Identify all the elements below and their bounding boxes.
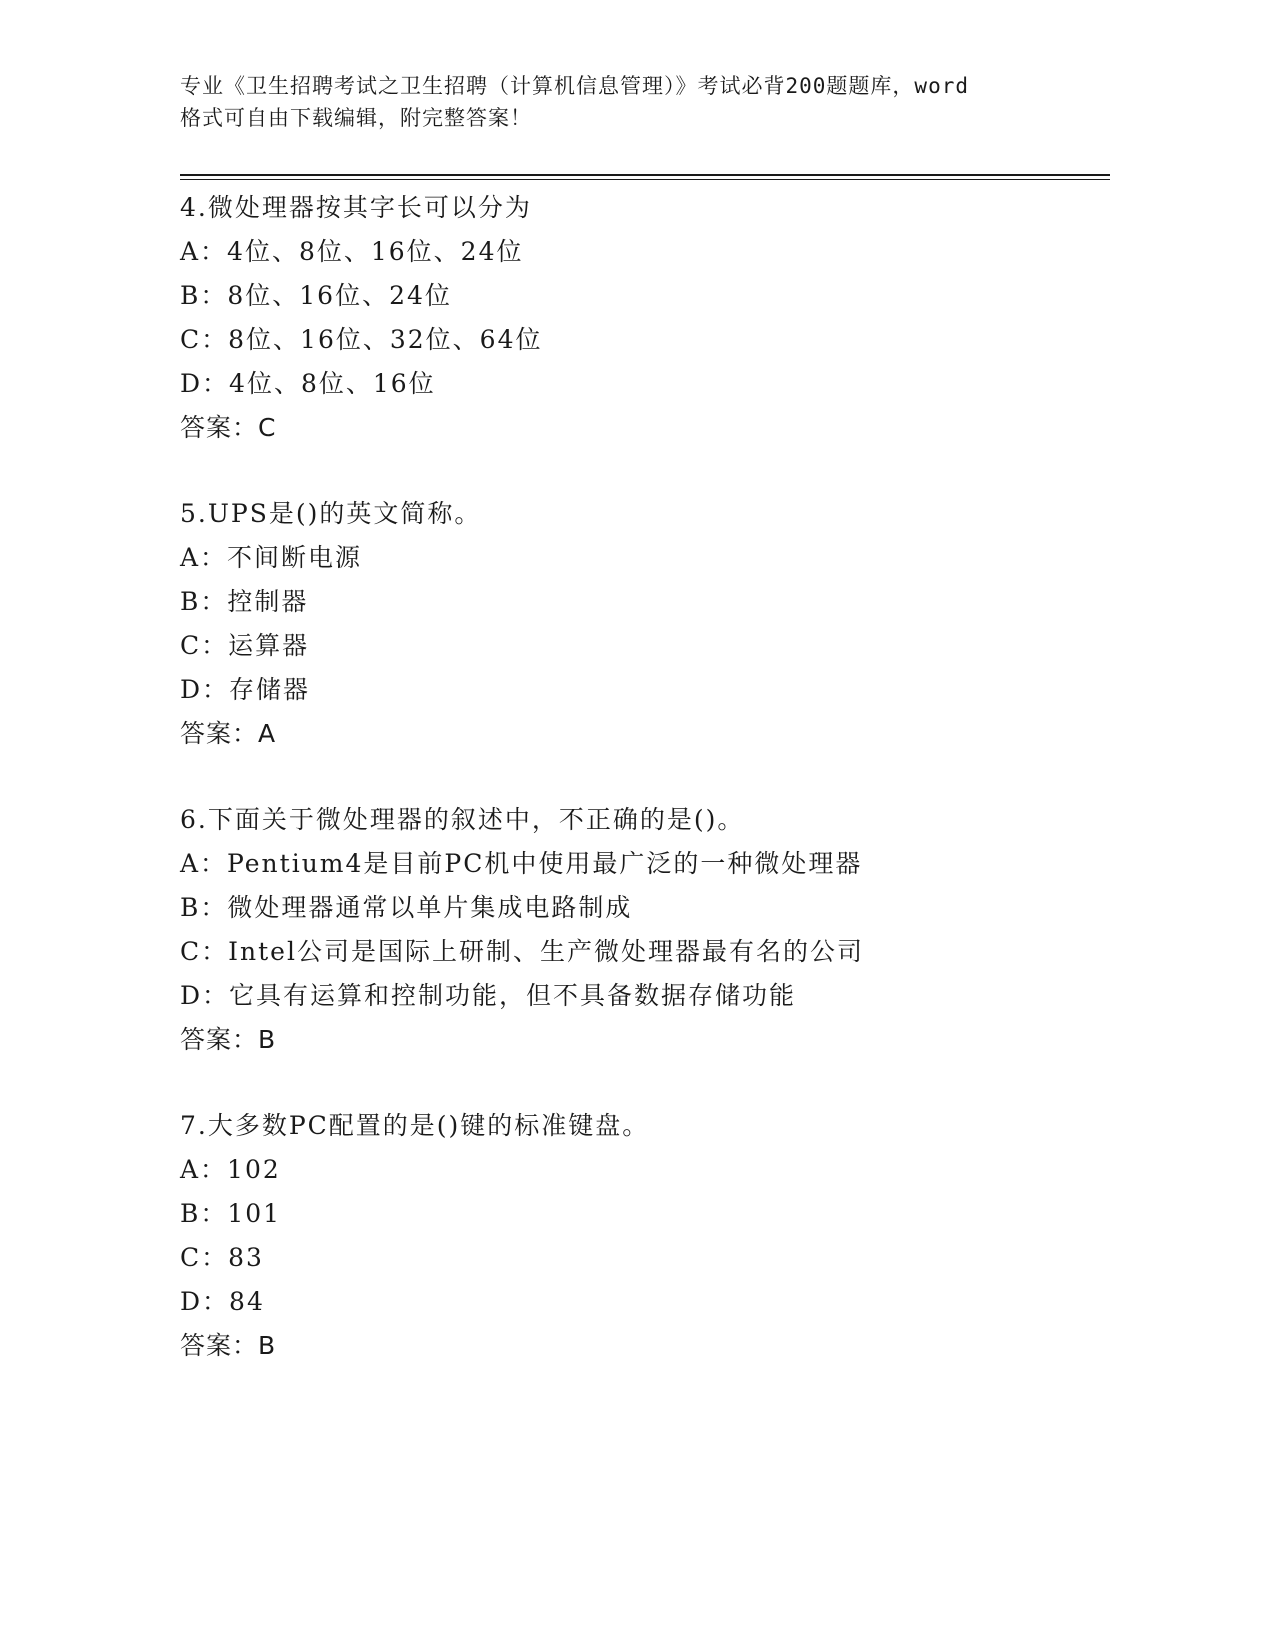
answer-line: 答案：B xyxy=(180,1025,277,1054)
option-d: D：4位、8位、16位 xyxy=(180,369,436,398)
option-c: C：Intel公司是国际上研制、生产微处理器最有名的公司 xyxy=(180,937,864,966)
option-a: A：102 xyxy=(180,1155,281,1184)
question-stem: 5.UPS是()的英文简称。 xyxy=(180,499,482,528)
document-header xyxy=(180,70,1110,134)
answer-line: 答案：A xyxy=(180,719,277,748)
option-d: D：它具有运算和控制功能，但不具备数据存储功能 xyxy=(180,981,797,1010)
option-b: B：控制器 xyxy=(180,587,309,616)
option-a: A：不间断电源 xyxy=(180,543,363,572)
option-c: C：运算器 xyxy=(180,631,310,660)
document-page xyxy=(180,70,1110,1368)
option-b: B：微处理器通常以单片集成电路制成 xyxy=(180,893,633,922)
option-a: A：Pentium4是目前PC机中使用最广泛的一种微处理器 xyxy=(180,849,863,878)
answer-line: 答案：C xyxy=(180,413,277,442)
option-b: B：101 xyxy=(180,1199,282,1228)
header-line-2: 格式可自由下载编辑，附完整答案！ xyxy=(180,106,532,130)
question-4 xyxy=(180,186,1110,450)
question-5 xyxy=(180,492,1110,756)
answer-line: 答案：B xyxy=(180,1331,277,1360)
question-6 xyxy=(180,798,1110,1062)
option-c: C：8位、16位、32位、64位 xyxy=(180,325,543,354)
header-divider-thin xyxy=(180,179,1110,180)
option-a: A：4位、8位、16位、24位 xyxy=(180,237,524,266)
option-b: B：8位、16位、24位 xyxy=(180,281,452,310)
option-d: D：84 xyxy=(180,1287,265,1316)
option-d: D：存储器 xyxy=(180,675,311,704)
header-divider-thick xyxy=(180,174,1110,176)
question-stem: 6.下面关于微处理器的叙述中，不正确的是()。 xyxy=(180,805,745,834)
question-stem: 7.大多数PC配置的是()键的标准键盘。 xyxy=(180,1111,650,1140)
question-7 xyxy=(180,1104,1110,1368)
question-stem: 4.微处理器按其字长可以分为 xyxy=(180,193,532,222)
header-line-1: 专业《卫生招聘考试之卫生招聘（计算机信息管理）》考试必背200题题库，word xyxy=(180,74,969,98)
option-c: C：83 xyxy=(180,1243,264,1272)
